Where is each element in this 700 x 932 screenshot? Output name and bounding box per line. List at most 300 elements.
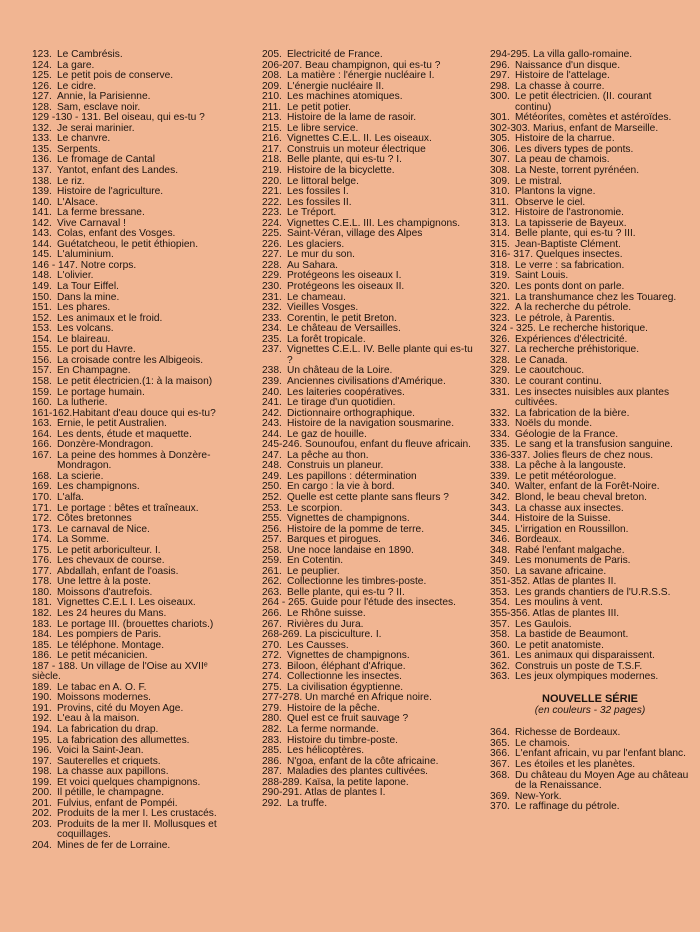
entry-title: Les papillons : détermination xyxy=(287,470,417,482)
entry-number: 232. xyxy=(262,302,282,314)
entry-title: Serpents. xyxy=(57,143,101,155)
entry-title: Les grands chantiers de l'U.R.S.S. xyxy=(515,586,671,598)
entry-title: Vignettes C.E.L. II. Les oiseaux. xyxy=(287,133,432,145)
entry-number: 149. xyxy=(32,281,52,293)
entry-number: 361. xyxy=(490,650,510,662)
entry-title: La chasse à courre. xyxy=(515,80,605,92)
entry-number: 311. xyxy=(490,196,510,208)
entry-number: 168. xyxy=(32,470,52,482)
entry-number: 358. xyxy=(490,629,510,641)
entry-number: 156. xyxy=(32,354,52,366)
entry-number: 199. xyxy=(32,776,52,788)
entry-number: 142. xyxy=(32,217,52,229)
entry-number: 178. xyxy=(32,576,52,588)
catalog-entry xyxy=(32,820,237,841)
entry-title: La chasse aux papillons. xyxy=(57,766,169,778)
entry-title: Yantot, enfant des Landes. xyxy=(57,165,179,177)
entry-title: Plantons la vigne. xyxy=(515,186,596,198)
entry-title: Les laiteries coopératives. xyxy=(287,386,405,398)
entry-number: 329. xyxy=(490,365,510,377)
entry-title: Le Tréport. xyxy=(287,207,337,219)
entry-title: 206-207. Beau champignon, qui es-tu ? xyxy=(262,59,441,71)
entry-number: 228. xyxy=(262,259,282,271)
entry-title: L'alfa. xyxy=(57,491,84,503)
entry-title: Belle plante, qui es-tu ? III. xyxy=(515,228,636,240)
entry-title: Vignettes C.E.L I. Les oiseaux. xyxy=(57,597,196,609)
entry-title: Les fossiles II. xyxy=(287,196,352,208)
entry-title: Et voici quelques champignons. xyxy=(57,776,201,788)
entry-number: 332. xyxy=(490,407,510,419)
entry-title: Les chevaux de course. xyxy=(57,555,165,567)
entry-number: 338. xyxy=(490,460,510,472)
entry-number: 346. xyxy=(490,534,510,546)
entry-title: Du château du Moyen Age au château de la Renaissance. xyxy=(515,769,689,792)
entry-number: 145. xyxy=(32,249,52,261)
entry-title: Vignettes de champignons. xyxy=(287,650,410,662)
entry-number: 287. xyxy=(262,766,282,778)
entry-number: 252. xyxy=(262,491,282,503)
entry-number: 220. xyxy=(262,175,282,187)
entry-title: Collectionne les timbres-poste. xyxy=(287,576,427,588)
entry-number: 224. xyxy=(262,217,282,229)
entry-title: Les jeux olympiques modernes. xyxy=(515,671,659,683)
entry-number: 327. xyxy=(490,344,510,356)
entry-title: Walter, enfant de la Forêt-Noire. xyxy=(515,481,660,493)
entry-number: 297. xyxy=(490,70,510,82)
entry-number: 319. xyxy=(490,270,510,282)
entry-number: 301. xyxy=(490,112,510,124)
entry-number: 279. xyxy=(262,702,282,714)
entry-number: 227. xyxy=(262,249,282,261)
entry-number: 334. xyxy=(490,428,510,440)
entry-title: La Tour Eiffel. xyxy=(57,281,119,293)
entry-title: Les dents, étude et maquette. xyxy=(57,428,192,440)
entry-title: 277-278. Un marché en Afrique noire. xyxy=(262,692,432,704)
catalog-entry xyxy=(32,841,237,852)
catalog-entry xyxy=(490,802,690,813)
entry-number: 238. xyxy=(262,365,282,377)
entry-title: La Neste, torrent pyrénéen. xyxy=(515,165,640,177)
entry-number: 366. xyxy=(490,748,510,760)
catalog-entry xyxy=(32,662,237,683)
entry-number: 173. xyxy=(32,523,52,535)
entry-title: La fabrication de la bière. xyxy=(515,407,630,419)
entry-number: 125. xyxy=(32,70,52,82)
entry-title: Les animaux qui disparaissent. xyxy=(515,650,655,662)
entry-title: L'olivier. xyxy=(57,270,94,282)
entry-title: L'irrigation en Roussillon. xyxy=(515,523,629,535)
entry-number: 305. xyxy=(490,133,510,145)
entry-title: Le mur du son. xyxy=(287,249,355,261)
entry-title: Histoire de l'attelage. xyxy=(515,70,610,82)
entry-number: 233. xyxy=(262,312,282,324)
entry-number: 270. xyxy=(262,639,282,651)
entry-title: Dans la mine. xyxy=(57,291,120,303)
entry-number: 189. xyxy=(32,681,52,693)
entry-title: La savane africaine. xyxy=(515,565,607,577)
entry-number: 257. xyxy=(262,534,282,546)
entry-number: 222. xyxy=(262,196,282,208)
entry-title: La fabrication du drap. xyxy=(57,724,159,735)
entry-number: 192. xyxy=(32,713,52,725)
entry-title: Histoire de la bicyclette. xyxy=(287,165,395,177)
entry-title: Le portage : bêtes et traîneaux. xyxy=(57,502,199,514)
entry-number: 322. xyxy=(490,302,510,314)
entry-title: Les fossiles I. xyxy=(287,186,349,198)
entry-number: 215. xyxy=(262,122,282,134)
entry-number: 323. xyxy=(490,312,510,324)
entry-title: Le fromage de Cantal xyxy=(57,154,155,166)
entry-title: Vignettes C.E.L. IV. Belle plante qui es-tu ? xyxy=(287,344,473,366)
entry-number: 152. xyxy=(32,312,52,324)
entry-number: 315. xyxy=(490,238,510,250)
entry-title: 355-356. Atlas de plantes III. xyxy=(490,607,620,619)
entry-number: 127. xyxy=(32,91,52,103)
entry-title: Histoire de la charrue. xyxy=(515,133,615,145)
entry-title: Géologie de la France. xyxy=(515,428,619,440)
column-1 xyxy=(32,50,237,852)
entry-number: 191. xyxy=(32,702,52,714)
entry-number: 153. xyxy=(32,323,52,335)
entry-title: Bordeaux. xyxy=(515,534,562,546)
entry-number: 263. xyxy=(262,586,282,598)
entry-title: Moissons modernes. xyxy=(57,692,151,704)
entry-title: Le mistral. xyxy=(515,175,562,187)
entry-number: 362. xyxy=(490,660,510,672)
entry-title: Histoire de l'astronomie. xyxy=(515,207,624,219)
entry-title: La tapisserie de Bayeux. xyxy=(515,217,627,229)
entry-number: 213. xyxy=(262,112,282,124)
entry-number: 261. xyxy=(262,565,282,577)
entry-title: Le chameau. xyxy=(287,291,346,303)
entry-title: Le petit électricien. (II. courant continu) xyxy=(515,91,652,113)
entry-number: 126. xyxy=(32,80,52,92)
entry-number: 321. xyxy=(490,291,510,303)
entry-number: 209. xyxy=(262,80,282,92)
entry-number: 137. xyxy=(32,165,52,177)
catalog-entry xyxy=(490,771,690,792)
entry-number: 243. xyxy=(262,418,282,430)
entry-title: Maladies des plantes cultivées. xyxy=(287,766,429,778)
entry-number: 285. xyxy=(262,745,282,757)
entry-number: 255. xyxy=(262,513,282,525)
entry-number: 211. xyxy=(262,101,282,113)
entry-number: 132. xyxy=(32,122,52,134)
entry-number: 335. xyxy=(490,439,510,451)
entry-number: 367. xyxy=(490,759,510,770)
entry-title: Le verre : sa fabrication. xyxy=(515,259,625,271)
entry-title: Dictionnaire orthographique. xyxy=(287,407,415,419)
entry-number: 370. xyxy=(490,801,510,813)
entry-title: Abdallah, enfant de l'oasis. xyxy=(57,565,179,577)
entry-title: Saint-Véran, village des Alpes xyxy=(287,228,423,240)
entry-number: 274. xyxy=(262,671,282,683)
catalog-entry xyxy=(262,799,480,810)
entry-title: 245-246. Sounoufou, enfant du fleuve africain. xyxy=(262,439,471,451)
entry-title: La gare. xyxy=(57,59,95,71)
entry-title: Le château de Versailles. xyxy=(287,323,401,335)
entry-title: Richesse de Bordeaux. xyxy=(515,727,621,739)
entry-number: 320. xyxy=(490,281,510,293)
entry-number: 138. xyxy=(32,175,52,187)
entry-title: Quel est ce fruit sauvage ? xyxy=(287,713,409,725)
entry-number: 345. xyxy=(490,523,510,535)
entry-title: La bastide de Beaumont. xyxy=(515,629,629,641)
entry-title: La truffe. xyxy=(287,797,328,809)
entry-title: L'enfant africain, vu par l'enfant blanc. xyxy=(515,748,686,760)
entry-title: Le portage III. (brouettes chariots.) xyxy=(57,618,214,630)
entry-title: Le chanvre. xyxy=(57,133,111,145)
entry-number: 360. xyxy=(490,639,510,651)
entry-number: 225. xyxy=(262,228,282,240)
entry-number: 340. xyxy=(490,481,510,493)
entry-title: Le petit mécanicien. xyxy=(57,650,148,662)
entry-number: 226. xyxy=(262,238,282,250)
entry-title: La peine des hommes à Donzère-Mondragon. xyxy=(57,449,211,472)
entry-title: Un château de la Loire. xyxy=(287,365,393,377)
entry-number: 204. xyxy=(32,840,52,852)
entry-title: Blond, le beau cheval breton. xyxy=(515,491,647,503)
entry-title: Les moulins à vent. xyxy=(515,597,603,609)
entry-title: Annie, la Parisienne. xyxy=(57,91,151,103)
entry-number: 166. xyxy=(32,439,52,451)
entry-title: Jean-Baptiste Clément. xyxy=(515,238,621,250)
entry-number: 308. xyxy=(490,165,510,177)
entry-title: Les glaciers. xyxy=(287,238,345,250)
series-title: NOUVELLE SÉRIE xyxy=(542,692,638,705)
entry-title: Le petit potier. xyxy=(287,101,351,113)
entry-title: Le Rhône suisse. xyxy=(287,607,366,619)
entry-number: 203. xyxy=(32,818,52,830)
entry-number: 183. xyxy=(32,618,52,630)
entry-number: 185. xyxy=(32,639,52,651)
entry-title: 146 - 147. Notre corps. xyxy=(32,259,137,271)
entry-title: La scierie. xyxy=(57,470,104,482)
entry-title: Les animaux et le froid. xyxy=(57,312,163,324)
entry-number: 135. xyxy=(32,143,52,155)
entry-number: 171. xyxy=(32,502,52,514)
entry-number: 148. xyxy=(32,270,52,282)
entry-number: 172. xyxy=(32,513,52,525)
entry-title: Electricité de France. xyxy=(287,49,383,60)
entry-title: 129 -130 - 131. Bel oiseau, qui es-tu ? xyxy=(32,112,205,124)
entry-number: 223. xyxy=(262,207,282,219)
entry-title: Vieilles Vosges. xyxy=(287,302,359,314)
entry-number: 368. xyxy=(490,769,510,781)
entry-title: Le libre service. xyxy=(287,122,359,134)
entry-title: Le port du Havre. xyxy=(57,344,136,356)
entry-number: 194. xyxy=(32,724,52,735)
entry-number: 275. xyxy=(262,681,282,693)
entry-title: 336-337. Jolies fleurs de chez nous. xyxy=(490,449,654,461)
entry-number: 140. xyxy=(32,196,52,208)
entry-title: Corentin, le petit Breton. xyxy=(287,312,397,324)
entry-number: 217. xyxy=(262,143,282,155)
entry-number: 169. xyxy=(32,481,52,493)
entry-number: 364. xyxy=(490,727,510,739)
entry-number: 307. xyxy=(490,154,510,166)
entry-title: La transhumance chez les Touareg. xyxy=(515,291,677,303)
entry-title: Les Gaulois. xyxy=(515,618,572,630)
entry-number: 151. xyxy=(32,302,52,314)
entry-number: 124. xyxy=(32,59,52,71)
entry-number: 184. xyxy=(32,629,52,641)
entry-title: Histoire de la pomme de terre. xyxy=(287,523,425,535)
entry-title: Biloon, éléphant d'Afrique. xyxy=(287,660,406,672)
entry-title: New-York. xyxy=(515,790,562,802)
entry-number: 330. xyxy=(490,375,510,387)
entry-title: La recherche préhistorique. xyxy=(515,344,640,356)
entry-title: Le peuplier. xyxy=(287,565,340,577)
entry-title: Produits de la mer I. Les crustacés. xyxy=(57,808,217,820)
entry-number: 200. xyxy=(32,787,52,799)
entry-title: Les pompiers de Paris. xyxy=(57,629,162,641)
entry-number: 198. xyxy=(32,766,52,778)
entry-title: Vive Carnaval ! xyxy=(57,217,126,229)
entry-number: 296. xyxy=(490,59,510,71)
entry-title: Le raffinage du pétrole. xyxy=(515,801,620,813)
entry-title: Guétatcheou, le petit éthiopien. xyxy=(57,238,199,250)
entry-number: 349. xyxy=(490,555,510,567)
entry-number: 210. xyxy=(262,91,282,103)
entry-title: Les monuments de Paris. xyxy=(515,555,631,567)
entry-title: Les Causses. xyxy=(287,639,349,651)
entry-title: La Somme. xyxy=(57,534,110,546)
entry-title: Histoire de l'agriculture. xyxy=(57,186,164,198)
entry-title: Construis un planeur. xyxy=(287,460,384,472)
entry-title: Fulvius, enfant de Pompéi. xyxy=(57,797,178,809)
entry-number: 350. xyxy=(490,565,510,577)
catalog-entry xyxy=(490,388,690,409)
catalog-entry xyxy=(490,92,690,113)
entry-title: Noëls du monde. xyxy=(515,418,593,430)
entry-title: Les machines atomiques. xyxy=(287,91,403,103)
entry-number: 280. xyxy=(262,713,282,725)
entry-number: 229. xyxy=(262,270,282,282)
entry-number: 258. xyxy=(262,544,282,556)
entry-title: Construis un poste de T.S.F. xyxy=(515,660,643,672)
entry-title: 187 - 188. Un village de l'Oise au XVIIᵉ siècle. xyxy=(32,660,208,683)
entry-number: 216. xyxy=(262,133,282,145)
entry-title: Protégeons les oiseaux II. xyxy=(287,281,405,293)
entry-title: La lutherie. xyxy=(57,397,108,409)
entry-title: Belle plante, qui es-tu ? II. xyxy=(287,586,405,598)
entry-title: Les phares. xyxy=(57,302,111,314)
entry-title: 351-352. Atlas de plantes II. xyxy=(490,576,617,588)
entry-number: 273. xyxy=(262,660,282,672)
entry-title: N'goa, enfant de la côte africaine. xyxy=(287,755,439,767)
entry-title: Je serai marinier. xyxy=(57,122,135,134)
entry-number: 267. xyxy=(262,618,282,630)
entry-title: Histoire de la navigation sousmarine. xyxy=(287,418,455,430)
entry-title: Le carnaval de Nice. xyxy=(57,523,150,535)
entry-title: L'eau à la maison. xyxy=(57,713,140,725)
entry-number: 133. xyxy=(32,133,52,145)
entry-title: Voici la Saint-Jean. xyxy=(57,745,144,757)
entry-number: 342. xyxy=(490,491,510,503)
entry-title: Le petit arboriculteur. I. xyxy=(57,544,161,556)
entry-number: 141. xyxy=(32,207,52,219)
entry-number: 244. xyxy=(262,428,282,440)
entry-number: 240. xyxy=(262,386,282,398)
entry-title: Le pétrole, à Parentis. xyxy=(515,312,615,324)
entry-number: 313. xyxy=(490,217,510,229)
entry-number: 256. xyxy=(262,523,282,535)
entry-title: Une noce landaise en 1890. xyxy=(287,544,414,556)
entry-title: Les divers types de ponts. xyxy=(515,143,634,155)
entry-title: Le téléphone. Montage. xyxy=(57,639,165,651)
entry-number: 181. xyxy=(32,597,52,609)
entry-number: 128. xyxy=(32,101,52,113)
entry-title: Météorites, comètes et astéroïdes. xyxy=(515,112,672,124)
entry-number: 219. xyxy=(262,165,282,177)
entry-number: 262. xyxy=(262,576,282,588)
entry-title: Naissance d'un disque. xyxy=(515,59,621,71)
entry-number: 250. xyxy=(262,481,282,493)
entry-title: Le tirage d'un quotidien. xyxy=(287,397,396,409)
entry-number: 237. xyxy=(262,344,282,356)
entry-title: Le sang et la transfusion sanguine. xyxy=(515,439,674,451)
entry-title: Vignettes de champignons. xyxy=(287,513,410,525)
entry-title: Le caoutchouc. xyxy=(515,365,585,377)
entry-title: Les étoiles et les planètes. xyxy=(515,759,636,770)
entry-title: L'Alsace. xyxy=(57,196,99,208)
entry-title: Ernie, le petit Australien. xyxy=(57,418,167,430)
entry-number: 292. xyxy=(262,797,282,809)
entry-number: 164. xyxy=(32,428,52,440)
entry-number: 186. xyxy=(32,650,52,662)
entry-title: Vignettes C.E.L. III. Les champignons. xyxy=(287,217,461,229)
column-2 xyxy=(262,50,480,809)
entry-number: 205. xyxy=(262,49,282,60)
entry-title: Belle plante, qui es-tu ? I. xyxy=(287,154,402,166)
entry-number: 143. xyxy=(32,228,52,240)
entry-number: 139. xyxy=(32,186,52,198)
entry-title: En Champagne. xyxy=(57,365,131,377)
entry-title: La matière : l'énergie nucléaire I. xyxy=(287,70,435,82)
entry-number: 170. xyxy=(32,491,52,503)
entry-title: Côtes bretonnes xyxy=(57,513,132,525)
entry-number: 343. xyxy=(490,502,510,514)
entry-number: 248. xyxy=(262,460,282,472)
entry-number: 155. xyxy=(32,344,52,356)
entry-number: 344. xyxy=(490,513,510,525)
entry-title: La peau de chamois. xyxy=(515,154,610,166)
entry-title: La ferme bressane. xyxy=(57,207,145,219)
entry-number: 365. xyxy=(490,737,510,749)
entry-title: Histoire de la lame de rasoir. xyxy=(287,112,417,124)
series-subtitle: (en couleurs - 32 pages) xyxy=(534,704,646,716)
entry-title: Le courant continu. xyxy=(515,375,602,387)
entry-title: 324 - 325. Le recherche historique. xyxy=(490,323,649,335)
entry-number: 253. xyxy=(262,502,282,514)
entry-title: Collectionne les insectes. xyxy=(287,671,402,683)
entry-title: Les volcans. xyxy=(57,323,114,335)
entry-title: La ferme normande. xyxy=(287,724,379,735)
entry-title: Produits de la mer II. Mollusques et coquillages. xyxy=(57,818,217,841)
entry-number: 231. xyxy=(262,291,282,303)
entry-number: 177. xyxy=(32,565,52,577)
entry-title: Les hélicoptères. xyxy=(287,745,365,757)
entry-title: En Cotentin. xyxy=(287,555,344,567)
entry-number: 339. xyxy=(490,470,510,482)
entry-title: 290-291. Atlas de plantes I. xyxy=(262,787,386,799)
new-series-list xyxy=(490,728,690,812)
entry-title: L'aluminium. xyxy=(57,249,114,261)
entry-number: 353. xyxy=(490,586,510,598)
entry-title: Les champignons. xyxy=(57,481,140,493)
entry-title: La forêt tropicale. xyxy=(287,333,366,345)
